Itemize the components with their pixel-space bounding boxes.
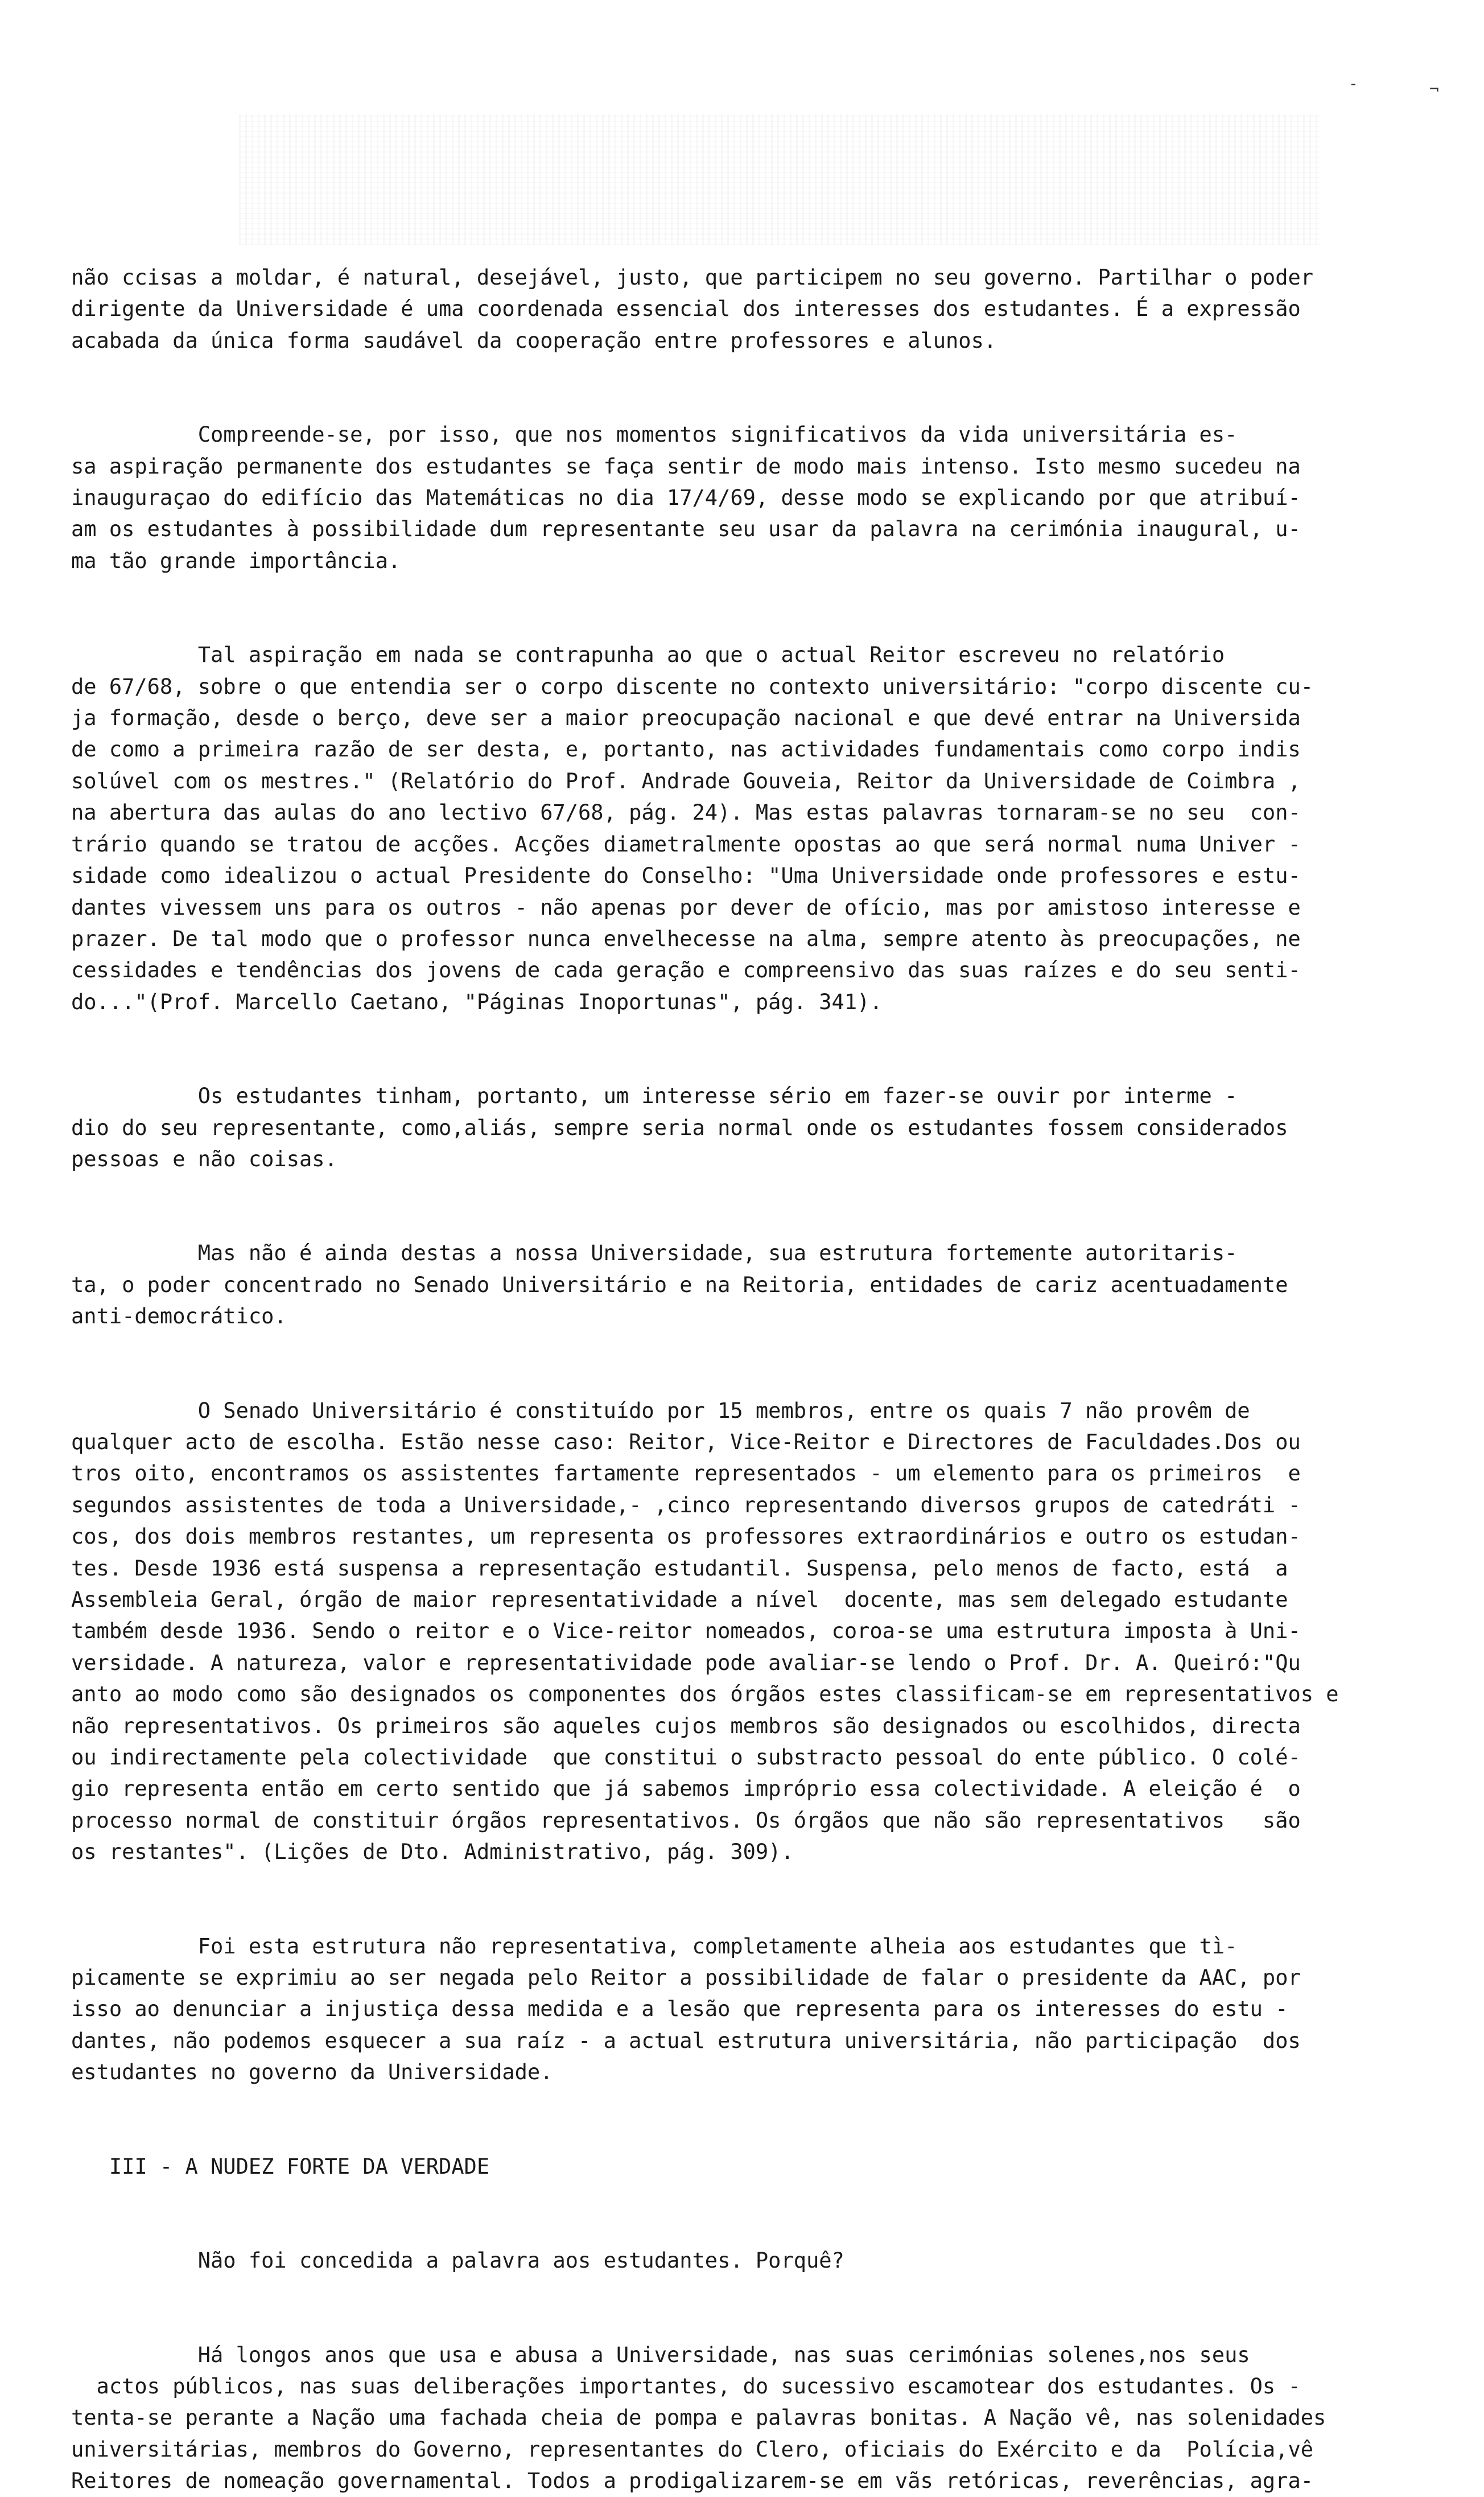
text-line: cessidades e tendências dos jovens de cada geração e compreensivo das suas raízes e do seu senti-	[71, 958, 1301, 983]
text-line: solúvel com os mestres." (Relatório do Prof. Andrade Gouveia, Reitor da Universidade de Coimbra ,	[71, 768, 1301, 793]
scan-mark: -	[1349, 74, 1358, 93]
text-line: prazer. De tal modo que o professor nunca envelhecesse na alma, sempre atento às preocupações, ne	[71, 926, 1301, 951]
text-line: universitárias, membros do Governo, representantes do Clero, oficiais do Exército e da Polícia,vê	[71, 2437, 1314, 2462]
text-line: dio do seu representante, como,aliás, sempre seria normal onde os estudantes fossem considerados	[71, 1115, 1288, 1140]
section-heading: III - A NUDEZ FORTE DA VERDADE	[71, 2154, 490, 2179]
text-line: cos, dos dois membros restantes, um representa os professores extraordinários e outro os estudan-	[71, 1524, 1301, 1549]
text-line: dantes vivessem uns para os outros - não apenas por dever de ofício, mas por amistoso interesse e	[71, 895, 1301, 920]
text-line: sa aspiração permanente dos estudantes se faça sentir de modo mais intenso. Isto mesmo sucedeu na	[71, 454, 1301, 479]
text-line: processo normal de constituir órgãos representativos. Os órgãos que não são representativos são	[71, 1808, 1301, 1833]
scan-noise-header	[239, 114, 1320, 245]
text-line: Os estudantes tinham, portanto, um interesse sério em fazer-se ouvir por interme -	[71, 1084, 1238, 1109]
text-line: tenta-se perante a Nação uma fachada cheia de pompa e palavras bonitas. A Nação vê, nas solenidades	[71, 2405, 1326, 2430]
text-line: ou indirectamente pela colectividade que constitui o substracto pessoal do ente público. O colé-	[71, 1745, 1301, 1770]
text-line: acabada da única forma saudável da cooperação entre professores e alunos.	[71, 328, 997, 353]
text-line: de 67/68, sobre o que entendia ser o corpo discente no contexto universitário: "corpo discente cu-	[71, 674, 1314, 699]
text-line: O Senado Universitário é constituído por 15 membros, entre os quais 7 não provêm de	[71, 1398, 1250, 1423]
text-line: Compreende-se, por isso, que nos momentos significativos da vida universitária es-	[71, 422, 1238, 447]
paragraph	[71, 1080, 1397, 1175]
scan-mark: ¬	[1429, 80, 1439, 98]
text-line: na abertura das aulas do ano lectivo 67/68, pág. 24). Mas estas palavras tornaram-se no seu con-	[71, 800, 1301, 825]
text-line: Foi esta estrutura não representativa, completamente alheia aos estudantes que tì-	[71, 1934, 1238, 1959]
text-line: Reitores de nomeação governamental. Todos a prodigalizarem-se em vãs retóricas, reverências, agra-	[71, 2469, 1314, 2494]
text-line: tros oito, encontramos os assistentes fartamente representados - um elemento para os primeiros e	[71, 1461, 1301, 1486]
section-question: Não foi concedida a palavra aos estudantes. Porquê?	[71, 2248, 844, 2273]
document-page	[71, 262, 1397, 2497]
paragraph	[71, 1931, 1397, 2088]
text-line: picamente se exprimiu ao ser negada pelo Reitor a possibilidade de falar o presidente da AAC, por	[71, 1965, 1301, 1990]
text-line: ja formação, desde o berço, deve ser a maior preocupação nacional e que devé entrar na Universida	[71, 706, 1301, 731]
text-line: isso ao denunciar a injustiça dessa medida e a lesão que representa para os interesses do estu -	[71, 1997, 1288, 2022]
text-line: não representativos. Os primeiros são aqueles cujos membros são designados ou escolhidos, directa	[71, 1713, 1301, 1738]
text-line: am os estudantes à possibilidade dum representante seu usar da palavra na cerimónia inaugural, u-	[71, 517, 1301, 542]
paragraph	[71, 639, 1397, 1018]
text-line: actos públicos, nas suas deliberações importantes, do sucessivo escamotear dos estudantes. Os -	[71, 2373, 1301, 2399]
text-line: sidade como idealizou o actual Presidente do Conselho: "Uma Universidade onde professores e estu-	[71, 863, 1301, 888]
paragraph	[71, 2339, 1397, 2497]
text-line: estudantes no governo da Universidade.	[71, 2060, 553, 2085]
text-line: dirigente da Universidade é uma coordenada essencial dos interesses dos estudantes. É a expressão	[71, 297, 1301, 322]
text-line: Mas não é ainda destas a nossa Universidade, sua estrutura fortemente autoritaris-	[71, 1241, 1238, 1266]
paragraph	[71, 419, 1397, 577]
text-line: Assembleia Geral, órgão de maior representatividade a nível docente, mas sem delegado estudante	[71, 1587, 1288, 1612]
text-line: inauguraçao do edifício das Matemáticas no dia 17/4/69, desse modo se explicando por que atribuí-	[71, 486, 1301, 511]
text-line: trário quando se tratou de acções. Acções diametralmente opostas ao que será normal numa Univer -	[71, 832, 1301, 857]
text-line: versidade. A natureza, valor e representatividade pode avaliar-se lendo o Prof. Dr. A. Queiró:"Qu	[71, 1650, 1301, 1675]
paragraph	[71, 1237, 1397, 1332]
text-line: ma tão grande importância.	[71, 548, 401, 573]
text-line: não ccisas a moldar, é natural, desejável, justo, que participem no seu governo. Partilhar o poder	[71, 265, 1314, 290]
text-line: qualquer acto de escolha. Estão nesse caso: Reitor, Vice-Reitor e Directores de Faculdades.Dos ou	[71, 1429, 1301, 1454]
text-line: os restantes". (Lições de Dto. Administrativo, pág. 309).	[71, 1840, 794, 1865]
text-line: anti-democrático.	[71, 1304, 287, 1329]
text-line: segundos assistentes de toda a Universidade,- ,cinco representando diversos grupos de catedráti -	[71, 1492, 1301, 1517]
text-line: Tal aspiração em nada se contrapunha ao que o actual Reitor escreveu no relatório	[71, 643, 1225, 668]
text-line: de como a primeira razão de ser desta, e, portanto, nas actividades fundamentais como corpo indis	[71, 737, 1301, 762]
text-line: tes. Desde 1936 está suspensa a representação estudantil. Suspensa, pelo menos de facto, está a	[71, 1556, 1288, 1581]
text-line: do..."(Prof. Marcello Caetano, "Páginas Inoportunas", pág. 341).	[71, 989, 883, 1014]
text-line: Há longos anos que usa e abusa a Universidade, nas suas cerimónias solenes,nos seus	[71, 2342, 1250, 2367]
text-line: pessoas e não coisas.	[71, 1146, 337, 1171]
text-line: ta, o poder concentrado no Senado Universitário e na Reitoria, entidades de cariz acentuadamente	[71, 1272, 1288, 1297]
text-line: dantes, não podemos esquecer a sua raíz - a actual estrutura universitária, não participação dos	[71, 2028, 1301, 2053]
text-line: anto ao modo como são designados os componentes dos órgãos estes classificam-se em representativos e	[71, 1682, 1339, 1707]
paragraph	[71, 1395, 1397, 1868]
paragraph	[71, 262, 1397, 356]
text-line: também desde 1936. Sendo o reitor e o Vice-reitor nomeados, coroa-se uma estrutura imposta à Uni-	[71, 1619, 1301, 1644]
text-line: gio representa então em certo sentido que já sabemos impróprio essa colectividade. A eleição é o	[71, 1776, 1301, 1801]
